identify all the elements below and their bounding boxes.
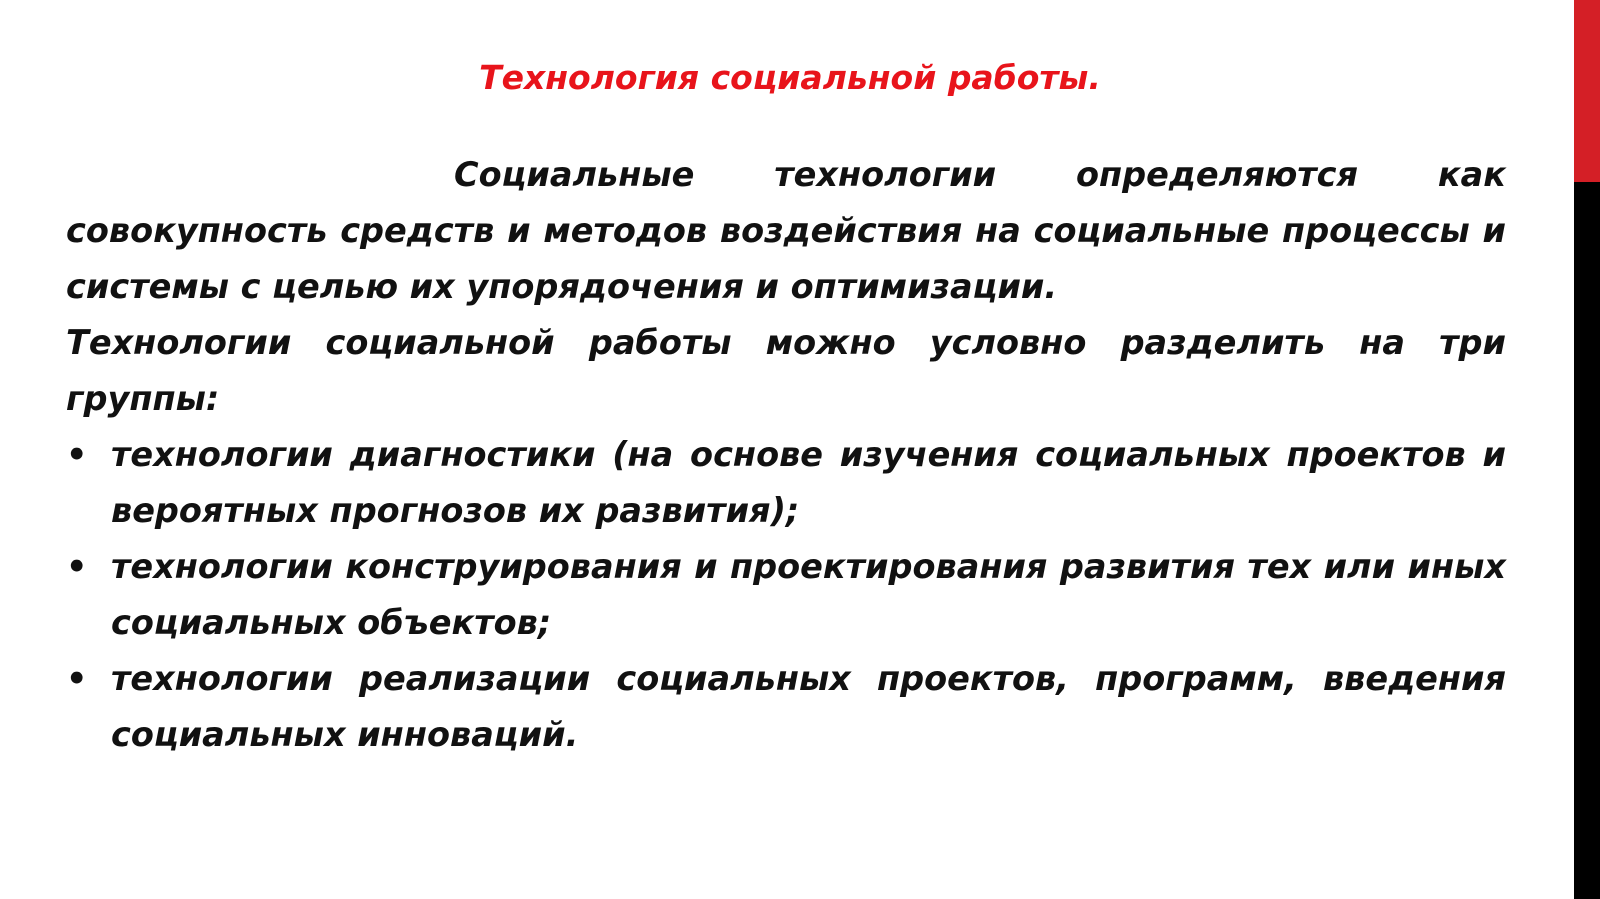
list-item [66, 427, 1506, 539]
slide-body [66, 147, 1506, 763]
groups-intro-paragraph: Технологии социальной работы можно условно разделить на три группы: [66, 323, 1506, 418]
bullet-icon: • [66, 435, 88, 474]
definition-paragraph: Социальные технологии определяются как совокупность средств и методов воздействия на социальные процессы и системы с целью их упорядочения и оптимизации. [66, 155, 1506, 306]
list-item-text: технологии диагностики (на основе изучения социальных проектов и вероятных прогнозов их развития); [111, 435, 1506, 530]
decorative-side-bar [1574, 0, 1600, 899]
side-bar-black-segment [1574, 182, 1600, 899]
list-item [66, 651, 1506, 763]
bullet-icon: • [66, 659, 88, 698]
side-bar-red-segment [1574, 0, 1600, 182]
bullet-icon: • [66, 547, 88, 586]
slide-title: Технология социальной работы. [479, 58, 1101, 97]
bullet-list [66, 427, 1506, 763]
list-item-text: технологии реализации социальных проектов, программ, введения социальных инноваций. [111, 659, 1506, 754]
list-item [66, 539, 1506, 651]
list-item-text: технологии конструирования и проектирования развития тех или иных социальных объектов; [111, 547, 1506, 642]
